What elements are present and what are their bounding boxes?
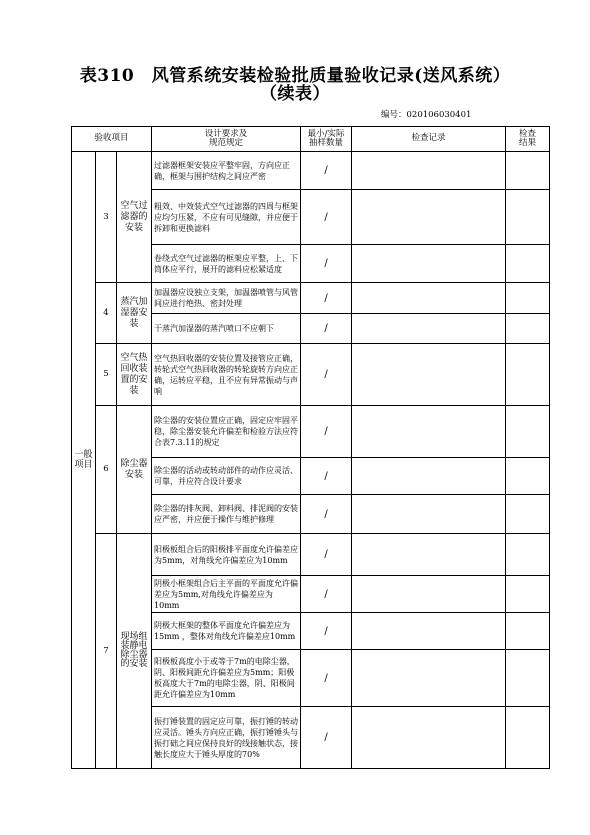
- check-record-cell[interactable]: [352, 245, 506, 283]
- table-header-row: [72, 127, 550, 152]
- requirement-text: 过滤器框架安装应平整牢固，方向应正确，框架与围护结构之间应严密: [152, 152, 301, 190]
- sample-count-cell: /: [301, 283, 352, 314]
- header-acceptance-item: 验收项目: [72, 127, 152, 152]
- category-cell: 一般 项目: [72, 152, 96, 769]
- check-result-cell[interactable]: [506, 245, 550, 283]
- check-record-cell[interactable]: [352, 344, 506, 406]
- check-result-cell[interactable]: [506, 190, 550, 245]
- requirement-text: 空气热回收器的安装位置及接管应正确，转轮式空气热回收器的转轮旋转方向应正确，运转应平稳，且不应有异常振动与声响: [152, 344, 301, 406]
- item-number: 3: [96, 152, 117, 283]
- requirement-text: 干蒸汽加湿器的蒸汽喷口不应朝下: [152, 314, 301, 344]
- sample-count-cell: /: [301, 707, 352, 769]
- table-row: [72, 152, 550, 190]
- sample-count-cell: /: [301, 406, 352, 458]
- check-record-cell[interactable]: [352, 534, 506, 576]
- requirement-text: 阴极大框架的整体平面度允许偏差应为 15mm ，整体对角线允许偏差应10mm: [152, 613, 301, 650]
- sample-count-cell: /: [301, 344, 352, 406]
- check-record-cell[interactable]: [352, 314, 506, 344]
- acceptance-table: [71, 126, 550, 769]
- requirement-text: 粗效、中效装式空气过滤器的四周与框架应均匀压紧，不应有可见缝隙，并应便于拆卸和更换滤料: [152, 190, 301, 245]
- sample-count-cell: /: [301, 613, 352, 650]
- check-result-cell[interactable]: [506, 613, 550, 650]
- check-record-cell[interactable]: [352, 283, 506, 314]
- check-result-cell[interactable]: [506, 707, 550, 769]
- sample-count-cell: /: [301, 314, 352, 344]
- check-result-cell[interactable]: [506, 344, 550, 406]
- requirement-text: 除尘器的活动或转动部件的动作应灵活、可靠，并应符合设计要求: [152, 458, 301, 495]
- check-result-cell[interactable]: [506, 314, 550, 344]
- header-design-requirement: 设计要求及 规范规定: [152, 127, 301, 152]
- check-record-cell[interactable]: [352, 495, 506, 534]
- requirement-text: 振打锤装置的固定应可靠，振打锤的转动应灵活。锤头方向应正确，振打锤锤头与振打础之间应保持良好的线接触状态，接触长度应大于锤头厚度的70%: [152, 707, 301, 769]
- check-result-cell[interactable]: [506, 152, 550, 190]
- header-check-record: 检查记录: [352, 127, 506, 152]
- check-record-cell[interactable]: [352, 152, 506, 190]
- sample-count-cell: /: [301, 534, 352, 576]
- check-result-cell[interactable]: [506, 495, 550, 534]
- check-record-cell[interactable]: [352, 707, 506, 769]
- check-result-cell[interactable]: [506, 534, 550, 576]
- requirement-text: 阳极板高度小于或等于7m的电除尘器，阴、阳极间距允许偏差应为5mm；阳极板高度大于7m的电除尘器，阴、阳极间距允许偏差应为10mm: [152, 650, 301, 707]
- requirement-text: 阴极小框架组合后主平面的平面度允许偏差应为5mm,对角线允许偏差应为10mm: [152, 576, 301, 613]
- sample-count-cell: /: [301, 495, 352, 534]
- check-record-cell[interactable]: [352, 650, 506, 707]
- page-title: 表310 风管系统安装检验批质量验收记录(送风系统）: [79, 66, 511, 86]
- sample-count-cell: /: [301, 650, 352, 707]
- check-result-cell[interactable]: [506, 406, 550, 458]
- table-row: [72, 534, 550, 576]
- header-sample-count: 最小/实际 抽样数量: [301, 127, 352, 152]
- sample-count-cell: /: [301, 245, 352, 283]
- check-record-cell[interactable]: [352, 576, 506, 613]
- page-subtitle: （续表）: [260, 84, 330, 104]
- check-result-cell[interactable]: [506, 650, 550, 707]
- table-row: [72, 283, 550, 314]
- item-name: 蒸汽加湿器安装: [117, 283, 152, 344]
- check-result-cell[interactable]: [506, 576, 550, 613]
- requirement-text: 加温器应设独立支架，加温器喷管与风管间应进行绝热、密封处理: [152, 283, 301, 314]
- check-result-cell[interactable]: [506, 458, 550, 495]
- sample-count-cell: /: [301, 190, 352, 245]
- requirement-text: 除尘器的安装位置应正确，固定应牢固平稳，除尘器安装允许偏差和检验方法应符合表7.3.11的规定: [152, 406, 301, 458]
- header-check-result: 检查 结果: [506, 127, 550, 152]
- sample-count-cell: /: [301, 152, 352, 190]
- item-number: 7: [96, 534, 117, 769]
- item-number: 4: [96, 283, 117, 344]
- requirement-text: 除尘器的排灰阀、卸料阀、排泥阀的安装应严密，并应便于操作与维护修理: [152, 495, 301, 534]
- item-name: 空气热回收装置的安装: [117, 344, 152, 406]
- table-row: [72, 406, 550, 458]
- item-name: 空气过滤器的安装: [117, 152, 152, 283]
- item-name: 现场组装静电除尘器的安装: [117, 534, 152, 769]
- table-row: [72, 344, 550, 406]
- check-record-cell[interactable]: [352, 613, 506, 650]
- check-result-cell[interactable]: [506, 283, 550, 314]
- check-record-cell[interactable]: [352, 190, 506, 245]
- sample-count-cell: /: [301, 576, 352, 613]
- check-record-cell[interactable]: [352, 458, 506, 495]
- check-record-cell[interactable]: [352, 406, 506, 458]
- requirement-text: 卷绕式空气过滤器的框架应平整，上、下筒体应平行，展开的滤料应松紧适度: [152, 245, 301, 283]
- document-number: 编号：020106030401: [381, 110, 472, 120]
- item-number: 5: [96, 344, 117, 406]
- sample-count-cell: /: [301, 458, 352, 495]
- requirement-text: 阳极板组合后的阳极排平面度允许偏差应为5mm，对角线允许偏差应为10mm: [152, 534, 301, 576]
- item-name: 除尘器安装: [117, 406, 152, 534]
- item-number: 6: [96, 406, 117, 534]
